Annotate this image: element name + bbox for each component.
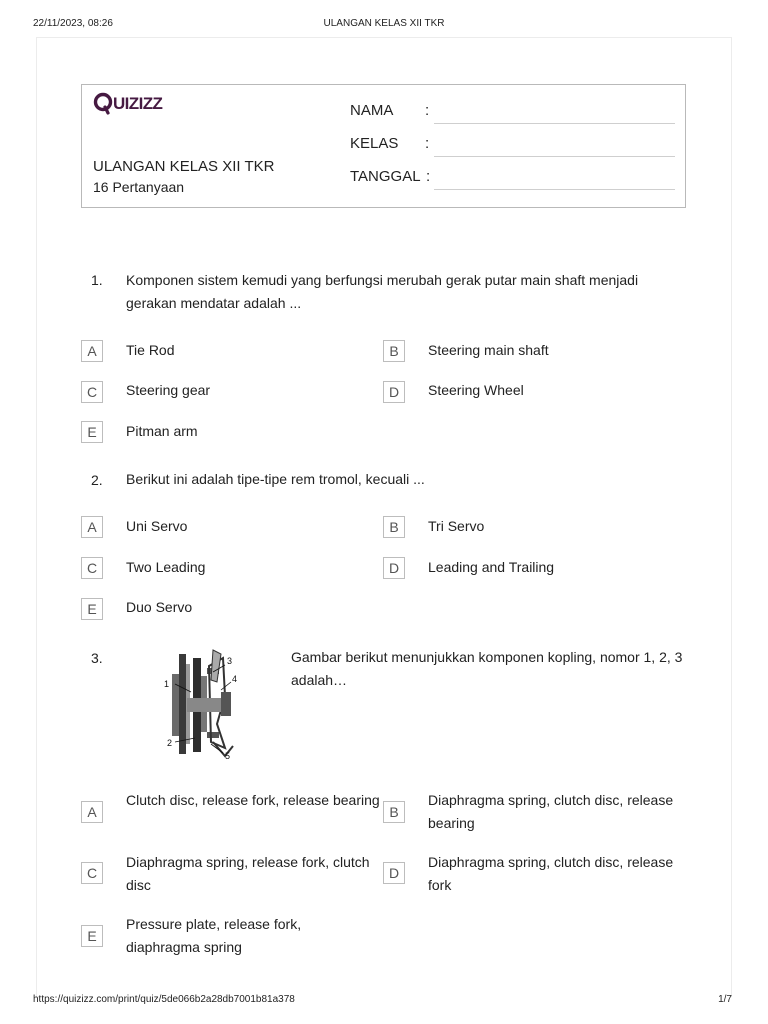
question-text: Gambar berikut menunjukkan komponen kopling, nomor 1, 2, 3 adalah… (291, 649, 683, 688)
option-letter[interactable]: D (383, 557, 405, 579)
option-text: Steering gear (126, 382, 211, 398)
field-line (434, 189, 675, 190)
quiz-title: ULANGAN KELAS XII TKR (93, 158, 275, 175)
field-line (434, 156, 675, 157)
option-text: Pressure plate, release fork, diaphragma spring (126, 916, 302, 955)
option-letter[interactable]: C (81, 557, 103, 579)
print-url: https://quizizz.com/print/quiz/5de066b2a28db7001b81a378 (33, 994, 295, 1005)
option-text: Leading and Trailing (428, 559, 555, 575)
option-letter[interactable]: E (81, 598, 103, 620)
option-text: Diaphragma spring, release fork, clutch disc (126, 854, 370, 893)
option-letter[interactable]: C (81, 862, 103, 884)
field-colon: : (426, 168, 431, 185)
option-letter[interactable]: B (383, 516, 405, 538)
print-title: ULANGAN KELAS XII TKR (323, 18, 445, 29)
option-text: Tie Rod (126, 342, 175, 358)
option-text: Steering main shaft (428, 342, 549, 358)
field-nama[interactable] (350, 102, 675, 124)
clutch-diagram (125, 646, 275, 764)
quiz-header-box (81, 84, 686, 208)
option-text: Diaphragma spring, clutch disc, release fork (428, 854, 674, 893)
option-letter[interactable]: E (81, 925, 103, 947)
option-text: Tri Servo (428, 518, 485, 534)
option-text: Clutch disc, release fork, release bearing (126, 792, 380, 808)
field-kelas[interactable] (350, 135, 675, 157)
question-text: Komponen sistem kemudi yang berfungsi merubah gerak putar main shaft menjadi gerakan mendatar adalah ... (126, 272, 639, 311)
option-text: Two Leading (126, 559, 206, 575)
logo-wordmark (93, 91, 179, 115)
field-colon: : (425, 135, 430, 152)
diagram-label: 3 (227, 656, 233, 666)
option-text: Uni Servo (126, 518, 188, 534)
question-number: 1. (91, 272, 103, 288)
diagram-label: 1 (164, 679, 170, 689)
page-number: 1/7 (718, 994, 732, 1005)
diagram-label: 5 (225, 751, 231, 761)
print-header (33, 18, 735, 32)
field-label: KELAS (350, 135, 399, 152)
diagram-label: 2 (167, 738, 173, 748)
print-footer (33, 994, 735, 1008)
field-label: NAMA (350, 102, 394, 119)
quiz-question-count: 16 Pertanyaan (93, 179, 185, 195)
option-letter[interactable]: A (81, 801, 103, 823)
option-letter[interactable]: E (81, 421, 103, 443)
option-letter[interactable]: D (383, 381, 405, 403)
field-colon: : (425, 102, 430, 119)
field-label: TANGGAL (350, 168, 421, 185)
question-text: Berikut ini adalah tipe-tipe rem tromol, kecuali ... (126, 471, 425, 487)
field-tanggal[interactable] (350, 168, 675, 190)
question-number: 2. (91, 472, 103, 488)
option-letter[interactable]: A (81, 340, 103, 362)
option-letter[interactable]: C (81, 381, 103, 403)
diagram-label: 4 (232, 674, 238, 684)
question-number: 3. (91, 650, 103, 666)
clutch-diagram-image (125, 646, 275, 764)
option-text: Steering Wheel (428, 382, 524, 398)
option-letter[interactable]: B (383, 340, 405, 362)
option-letter[interactable]: D (383, 862, 405, 884)
print-datetime: 22/11/2023, 08:26 (33, 18, 113, 29)
option-text: Duo Servo (126, 599, 193, 615)
option-text: Pitman arm (126, 423, 198, 439)
option-text: Diaphragma spring, clutch disc, release bearing (428, 792, 674, 831)
field-line (434, 123, 675, 124)
quizizz-logo (93, 91, 179, 122)
option-letter[interactable]: B (383, 801, 405, 823)
svg-text:UIZIZZ: UIZIZZ (113, 94, 163, 113)
option-letter[interactable]: A (81, 516, 103, 538)
